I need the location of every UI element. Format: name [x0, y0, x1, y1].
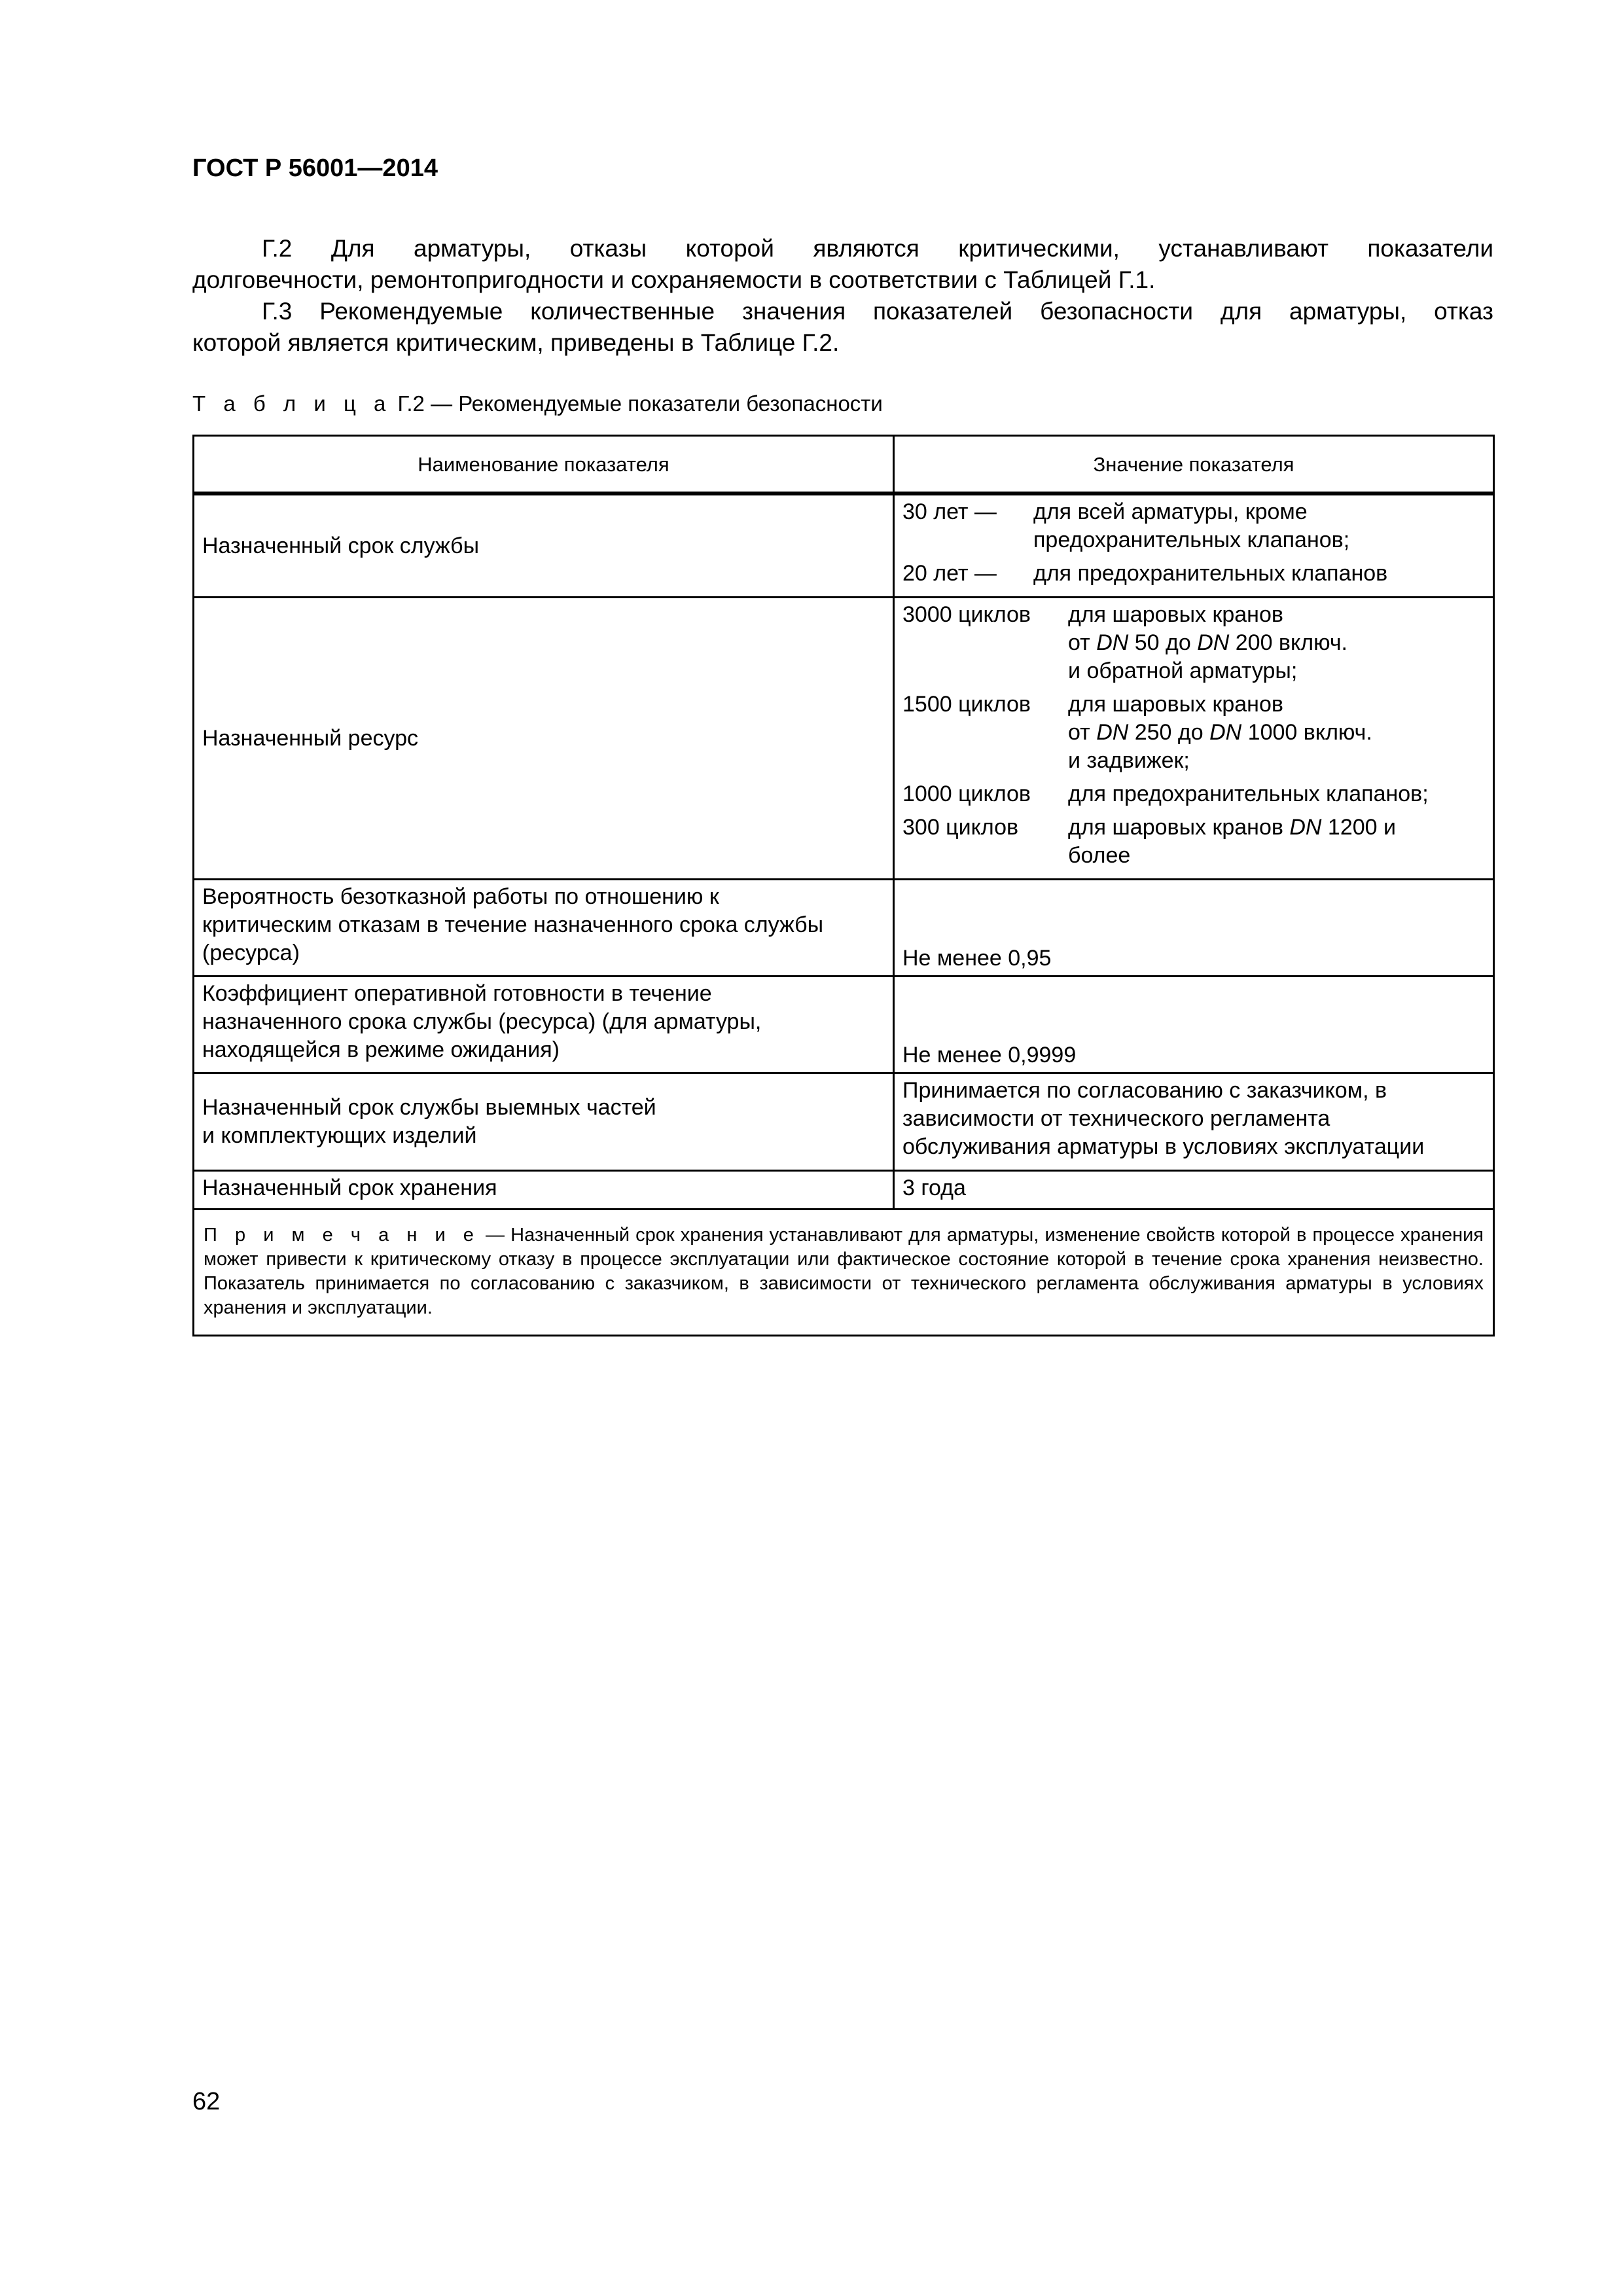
value-text: для шаровых кранов DN 1200 и [1068, 815, 1397, 840]
cell-probability-name: Вероятность безотказной работы по отношению к критическим отказам в течение назначенного срока службы (ресурса) [194, 880, 894, 977]
table-header-row [194, 436, 1494, 494]
cell-readiness-value: Не менее 0,9999 [894, 977, 1494, 1073]
paragraph-g2-line-2: долговечности, ремонтопригодности и сохраняемости в соответствии с Таблицей Г.1. [192, 266, 1156, 293]
value-text: для предохранительных клапанов; [1068, 781, 1429, 806]
value-prefix: 1000 циклов [902, 781, 1031, 806]
table-caption-label: Т а б л и ц а [192, 391, 392, 416]
table-row-note [194, 1210, 1494, 1336]
table-row-service-life [194, 493, 1494, 598]
table-caption [192, 391, 883, 416]
note-text: — Назначенный срок хранения устанавливают для арматуры, изменение свойств которой в процессе хранения может привести к критическому отказу в процессе эксплуатации или фактическое состояние которой в течение срока хранения неизвестно. Показатель принимается по согласованию с заказчиком, в зависимости от технического регламента обслуживания арматуры в условиях хранения и эксплуатации. [204, 1225, 1484, 1318]
cell-readiness-name: Коэффициент оперативной готовности в течение назначенного срока службы (ресурса) (для арматуры, находящейся в режиме ожидания) [194, 977, 894, 1073]
value-text: и задвижек; [1068, 748, 1190, 773]
table-row-probability [194, 880, 1494, 977]
table-row-parts-life [194, 1073, 1494, 1171]
column-header-name: Наименование показателя [194, 436, 894, 494]
table-row-resource [194, 598, 1494, 880]
document-designation: ГОСТ Р 56001—2014 [192, 154, 438, 182]
value-text: от DN 50 до DN 200 включ. [1068, 630, 1348, 655]
cell-storage-value: 3 года [894, 1171, 1494, 1210]
paragraph-g2 [192, 233, 1493, 296]
value-prefix: 1500 циклов [902, 692, 1031, 717]
cell-parts-life-name: Назначенный срок службы выемных частей и комплектующих изделий [194, 1073, 894, 1171]
value-text: для предохранительных клапанов [1033, 561, 1388, 586]
cell-probability-value: Не менее 0,95 [894, 880, 1494, 977]
value-text: более [1068, 843, 1131, 868]
safety-indicators-table [192, 435, 1495, 1336]
table-row-storage [194, 1171, 1494, 1210]
value-prefix: 300 циклов [902, 815, 1019, 840]
table-note [194, 1210, 1494, 1336]
value-prefix: 3000 циклов [902, 602, 1031, 627]
value-text: для всей арматуры, кроме [1033, 499, 1308, 524]
paragraph-g3-line-1: Г.3 Рекомендуемые количественные значения показателей безопасности для арматуры, отказ [262, 298, 1493, 325]
paragraph-g2-line-1: Г.2 Для арматуры, отказы которой являются критическими, устанавливают показатели [262, 235, 1493, 262]
value-text: и обратной арматуры; [1068, 658, 1298, 683]
value-prefix: 20 лет — [902, 561, 997, 586]
cell-service-life-value [894, 493, 1494, 598]
value-text: для шаровых кранов [1068, 692, 1283, 717]
value-text: предохранительных клапанов; [1033, 528, 1350, 552]
cell-storage-name: Назначенный срок хранения [194, 1171, 894, 1210]
cell-service-life-name: Назначенный срок службы [194, 493, 894, 598]
paragraph-g3-line-2: которой является критическим, приведены в Таблице Г.2. [192, 329, 840, 356]
value-text: от DN 250 до DN 1000 включ. [1068, 720, 1372, 745]
value-prefix: 30 лет — [902, 499, 997, 524]
table-caption-text: Г.2 — Рекомендуемые показатели безопасности [391, 391, 883, 416]
column-header-value: Значение показателя [894, 436, 1494, 494]
value-text: для шаровых кранов [1068, 602, 1283, 627]
note-label: П р и м е ч а н и е [204, 1225, 480, 1246]
cell-parts-life-value: Принимается по согласованию с заказчиком, в зависимости от технического регламента обслуживания арматуры в условиях эксплуатации [894, 1073, 1494, 1171]
paragraph-g3 [192, 296, 1493, 359]
table-row-readiness [194, 977, 1494, 1073]
cell-resource-value [894, 598, 1494, 880]
cell-resource-name: Назначенный ресурс [194, 598, 894, 880]
page-number: 62 [192, 2088, 221, 2115]
